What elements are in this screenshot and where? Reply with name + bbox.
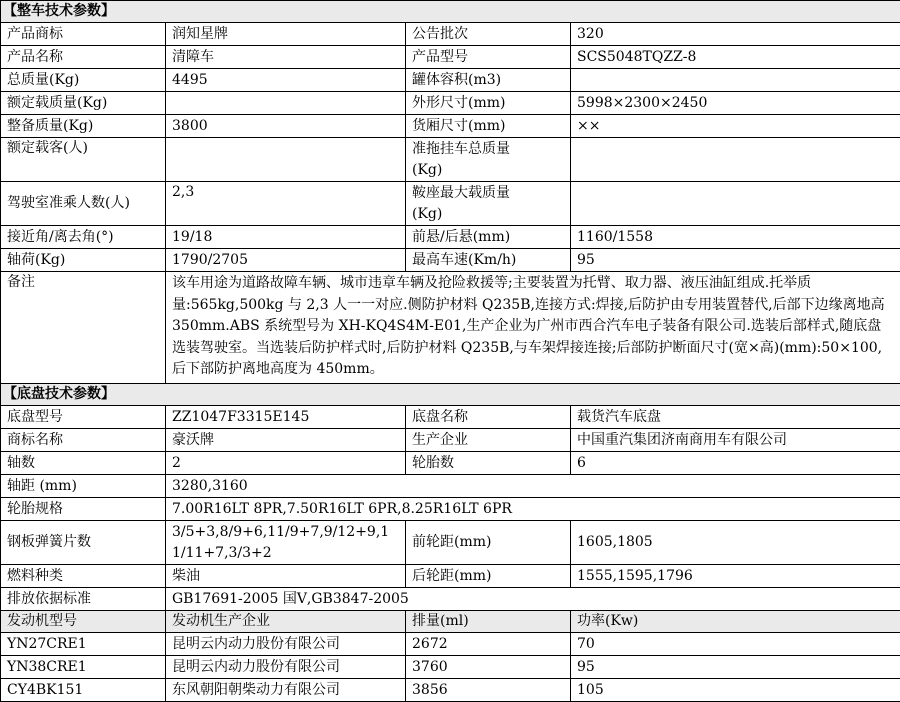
- label-cell: 罐体容积(m3): [406, 69, 571, 92]
- label-cell: 总质量(Kg): [1, 69, 166, 92]
- label-cell: 货厢尺寸(mm): [406, 115, 571, 138]
- column-header: 发动机型号: [1, 611, 166, 633]
- value-cell: 5998×2300×2450: [571, 92, 900, 115]
- chassis-section-header: [1, 384, 900, 406]
- value-cell: 润知星牌: [166, 23, 406, 46]
- vehicle-section-title: 【整车技术参数】: [1, 1, 900, 23]
- value-cell: 7.00R16LT 8PR,7.50R16LT 6PR,8.25R16LT 6PR: [166, 498, 900, 521]
- label-cell: 轴距 (mm): [1, 475, 166, 498]
- value-cell: 2: [166, 452, 406, 475]
- engine-displacement: 2672: [406, 633, 571, 656]
- value-cell: 载货汽车底盘: [571, 406, 900, 429]
- engine-power: 70: [571, 633, 900, 656]
- engine-model: YN38CRE1: [1, 656, 166, 679]
- label-cell: 产品型号: [406, 46, 571, 69]
- label-cell: 整备质量(Kg): [1, 115, 166, 138]
- value-cell: [571, 182, 900, 226]
- table-row: [1, 23, 900, 46]
- engine-displacement: 3760: [406, 656, 571, 679]
- label-cell: 轴荷(Kg): [1, 249, 166, 272]
- value-cell: 320: [571, 23, 900, 46]
- label-cell: 额定载质量(Kg): [1, 92, 166, 115]
- table-row: [1, 475, 900, 498]
- engine-row: [1, 679, 900, 702]
- label-cell: 轴数: [1, 452, 166, 475]
- label-cell: 产品商标: [1, 23, 166, 46]
- column-header: 排量(ml): [406, 611, 571, 633]
- label-cell: 排放依据标准: [1, 588, 166, 611]
- value-cell: 1790/2705: [166, 249, 406, 272]
- remarks-row: [1, 272, 900, 384]
- table-row: [1, 498, 900, 521]
- table-row: [1, 406, 900, 429]
- label-cell: 后轮距(mm): [406, 565, 571, 588]
- table-row: [1, 182, 900, 226]
- engine-maker: 昆明云内动力股份有限公司: [166, 656, 406, 679]
- label-cell: 额定载客(人): [1, 138, 166, 182]
- label-cell: 接近角/离去角(°): [1, 226, 166, 249]
- label-cell: 底盘型号: [1, 406, 166, 429]
- engine-power: 105: [571, 679, 900, 702]
- value-cell: SCS5048TQZZ-8: [571, 46, 900, 69]
- value-cell: 豪沃牌: [166, 429, 406, 452]
- label-cell: 底盘名称: [406, 406, 571, 429]
- table-row: [1, 521, 900, 565]
- engine-model: CY4BK151: [1, 679, 166, 702]
- value-cell: ××: [571, 115, 900, 138]
- engine-displacement: 3856: [406, 679, 571, 702]
- value-cell: 1160/1558: [571, 226, 900, 249]
- value-cell: 3800: [166, 115, 406, 138]
- table-row: [1, 565, 900, 588]
- label-cell: 商标名称: [1, 429, 166, 452]
- table-row: [1, 69, 900, 92]
- value-cell: 6: [571, 452, 900, 475]
- label-cell: 准拖挂车总质量(Kg): [406, 138, 571, 182]
- value-cell: [166, 92, 406, 115]
- table-row: [1, 92, 900, 115]
- value-cell: GB17691-2005 国Ⅴ,GB3847-2005: [166, 588, 900, 611]
- engine-row: [1, 656, 900, 679]
- engine-power: 95: [571, 656, 900, 679]
- value-cell: 柴油: [166, 565, 406, 588]
- value-cell: 1605,1805: [571, 521, 900, 565]
- table-row: [1, 138, 900, 182]
- label-cell: 轮胎规格: [1, 498, 166, 521]
- value-cell: ZZ1047F3315E145: [166, 406, 406, 429]
- label-cell: 最高车速(Km/h): [406, 249, 571, 272]
- engine-header-row: [1, 611, 900, 633]
- table-row: [1, 588, 900, 611]
- engine-row: [1, 633, 900, 656]
- value-cell: 清障车: [166, 46, 406, 69]
- value-cell: 19/18: [166, 226, 406, 249]
- chassis-section-title: 【底盘技术参数】: [1, 384, 900, 406]
- value-cell: 95: [571, 249, 900, 272]
- value-cell: 4495: [166, 69, 406, 92]
- label-cell: 钢板弹簧片数: [1, 521, 166, 565]
- remarks-text: 该车用途为道路故障车辆、城市违章车辆及抢险救援等;主要装置为托臂、取力器、液压油缸组成.托举质量:565kg,500kg 与 2,3 人一一对应.侧防护材料 Q235B,连接方式:焊接,后防护由专用装置替代,后部下边缘离地高 350mm.ABS 系统型号为 XH-KQ4S4M-E01,生产企业为广州市西合汽车电子装备有限公司.选装后部样式,随底盘选装驾驶室。当选装后防护样式时,后防护材料 Q235B,与车架焊接连接;后部防护断面尺寸(宽×高)(mm):50×100,后下部防护离地高度为 450mm。: [166, 272, 900, 384]
- label-cell: 公告批次: [406, 23, 571, 46]
- engine-maker: 东风朝阳朝柴动力有限公司: [166, 679, 406, 702]
- table-row: [1, 249, 900, 272]
- table-row: [1, 226, 900, 249]
- label-cell: 驾驶室准乘人数(人): [1, 182, 166, 226]
- column-header: 发动机生产企业: [166, 611, 406, 633]
- value-cell: 3280,3160: [166, 475, 900, 498]
- label-cell: 前悬/后悬(mm): [406, 226, 571, 249]
- value-cell: 3/5+3,8/9+6,11/9+7,9/12+9,11/11+7,3/3+2: [166, 521, 406, 565]
- label-cell: 前轮距(mm): [406, 521, 571, 565]
- table-row: [1, 46, 900, 69]
- label-cell: 生产企业: [406, 429, 571, 452]
- table-row: [1, 429, 900, 452]
- value-cell: [571, 138, 900, 182]
- value-cell: [166, 138, 406, 182]
- remarks-label: 备注: [1, 272, 166, 384]
- column-header: 功率(Kw): [571, 611, 900, 633]
- value-cell: 2,3: [166, 182, 406, 226]
- vehicle-section-header: [1, 1, 900, 23]
- value-cell: [571, 69, 900, 92]
- label-cell: 燃料种类: [1, 565, 166, 588]
- engine-maker: 昆明云内动力股份有限公司: [166, 633, 406, 656]
- value-cell: 中国重汽集团济南商用车有限公司: [571, 429, 900, 452]
- value-cell: 1555,1595,1796: [571, 565, 900, 588]
- label-cell: 外形尺寸(mm): [406, 92, 571, 115]
- label-cell: 鞍座最大载质量(Kg): [406, 182, 571, 226]
- label-cell: 轮胎数: [406, 452, 571, 475]
- label-cell: 产品名称: [1, 46, 166, 69]
- engine-model: YN27CRE1: [1, 633, 166, 656]
- table-row: [1, 115, 900, 138]
- table-row: [1, 452, 900, 475]
